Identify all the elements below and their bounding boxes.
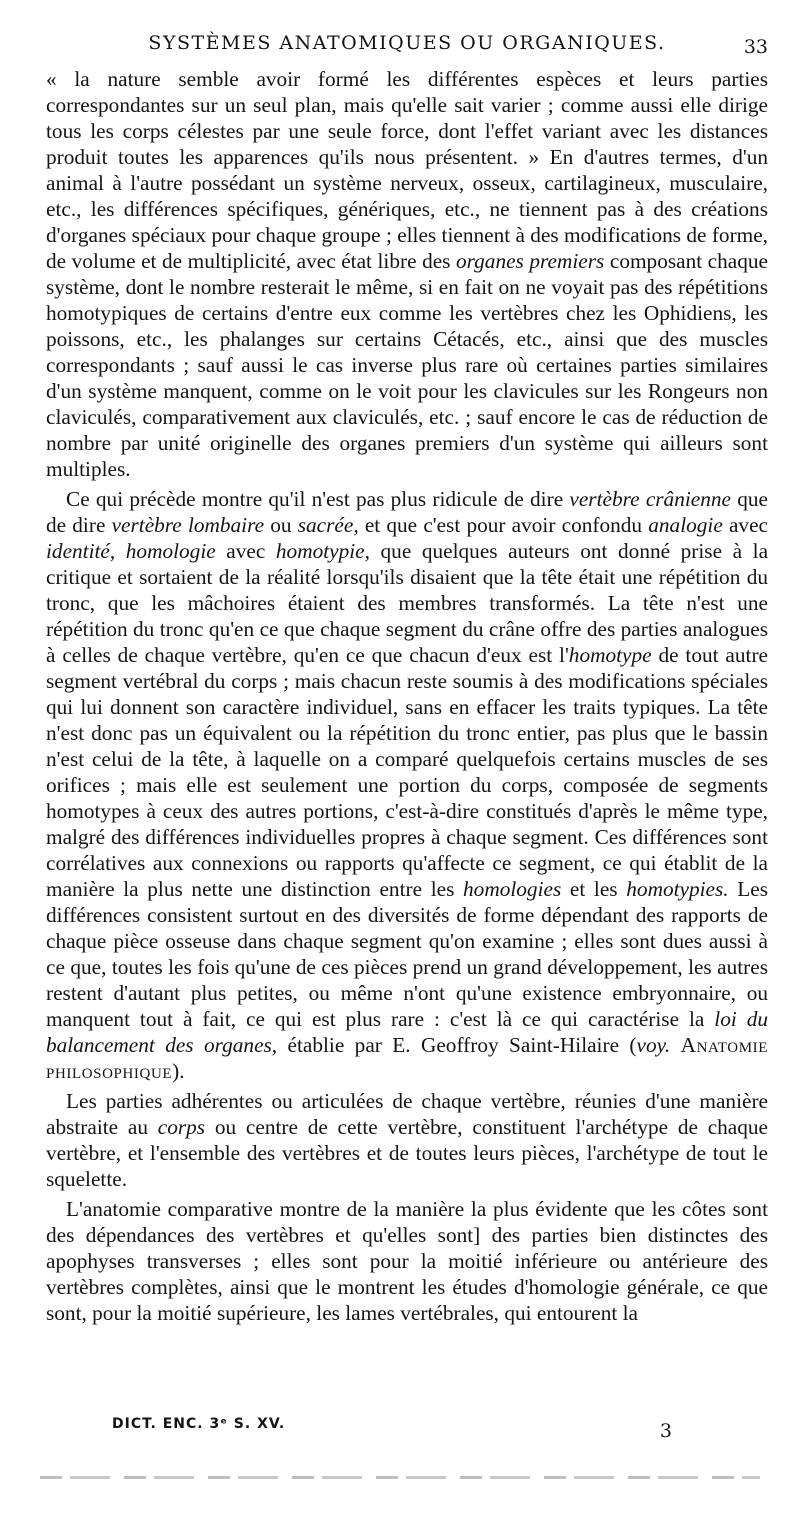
- running-title: SYSTÈMES ANATOMIQUES OU ORGANIQUES.: [148, 32, 666, 54]
- signature-mark: DICT. ENC. 3ᵉ S. XV.: [112, 1416, 286, 1432]
- text-run: établie par E. Geoffroy Saint-Hilaire (: [287, 1033, 637, 1057]
- italic-term: homotype: [568, 643, 652, 667]
- text-run: de tout autre segment vertébral du corps ; mais chacun reste soumis à des modifications spéciales qui lui donnent son caractère individuel, sans en effacer les traits typiques. La tête n'est donc pas un équivalent ou la répétition du tronc entier, pas plus que le bassin n'est celui de la tête, à laquelle on a comparé quelquefois certains muscles de ses orifices ; mais elle est seulement une portion du corps, composée de segments homotypes à ceux des autres portions, c'est-à-dire constitués d'après le même type, malgré des différences individuelles propres à chaque segment. Ces différences sont corrélatives aux connexions ou rapports qu'affecte ce segment, ce qui établit de la manière la plus nette une distinction entre les: [46, 643, 768, 901]
- text-run: « la nature semble avoir formé les différentes espèces et leurs parties correspondantes sur un seul plan, mais qu'elle sait varier ; comme aussi elle dirige tous les corps célestes par une seule force, dont l'effet variant avec les distances produit toutes les apparences qu'ils nous présentent. » En d'autres termes, d'un animal à l'autre possédant un système nerveux, osseux, cartilagineux, musculaire, etc., les différences spécifiques, génériques, etc., ne tiennent pas à des créations d'organes spéciaux pour chaque groupe ; elles tiennent à des modifications de forme, de volume et de multiplicité, avec état libre des: [46, 67, 768, 273]
- sheet-number: 3: [659, 1420, 672, 1442]
- text-run: avec: [226, 539, 266, 563]
- text-run: Les différences consistent surtout en des diversités de forme dépendant des rapports de chaque pièce osseuse dans chaque segment qu'on examine ; elles sont dues aussi à ce que, toutes les fois qu'une de ces pièces prend un grand développement, les autres restent d'autant plus petites, ou même n'ont qu'une existence embryonnaire, ou manquent tout à fait, ce qui est plus rare : c'est là ce qui caractérise la: [46, 877, 769, 1031]
- text-run: et que c'est pour avoir confondu: [364, 513, 643, 537]
- text-run: et les: [569, 877, 618, 901]
- text-run: ou: [270, 513, 292, 537]
- small-caps-reference: Anatomie philosophique: [46, 1033, 768, 1083]
- italic-term: homotypie,: [275, 539, 370, 563]
- page-number: 33: [743, 36, 768, 58]
- text-run: ).: [172, 1059, 185, 1083]
- italic-term: analogie: [648, 513, 723, 537]
- italic-term: homotypies.: [626, 877, 729, 901]
- text-run: Ce qui précède montre qu'il n'est pas plus ridicule de dire: [66, 487, 564, 511]
- italic-term: homologies: [463, 877, 562, 901]
- page-footer: [112, 1416, 672, 1442]
- text-run: avec: [728, 513, 768, 537]
- italic-term: identité, homologie: [46, 539, 216, 563]
- bleed-through-line: [40, 1476, 760, 1479]
- italic-term: corps: [157, 1115, 206, 1139]
- page-header: [46, 30, 768, 66]
- paragraph-1: [46, 66, 768, 482]
- text-run: composant chaque système, dont le nombre resterait le même, si en fait on ne voyait pas des répétitions homotypiques de certains d'entre eux comme les vertèbres chez les Ophidiens, les poissons, etc., les phalanges sur certains Cétacés, etc., ainsi que des muscles correspondants ; sauf aussi le cas inverse plus rare où certaines parties similaires d'un système manquent, comme on le voit pour les clavicules sur les Rongeurs non claviculés, comparativement aux claviculés, etc. ; sauf encore le cas de réduction de nombre par unité originelle des organes premiers d'un système qui ailleurs sont multiples.: [46, 249, 768, 481]
- text-run: Les parties adhérentes ou articulées de chaque vertèbre, réunies d'une manière abstraite au: [46, 1089, 768, 1139]
- text-run: que quelques auteurs ont donné prise à la critique et sortaient de la réalité lorsqu'ils disaient que la tête était une répétition du tronc, que les mâchoires étaient des membres transformés. La tête n'est une répétition du tronc qu'en ce que chaque segment du crâne offre des parties analogues à celles de chaque vertèbre, qu'en ce que chacun d'eux est l': [46, 539, 769, 667]
- italic-term: vertèbre lombaire: [111, 513, 265, 537]
- body-text: [46, 66, 768, 1326]
- italic-term: vertèbre crânienne: [569, 487, 731, 511]
- paragraph-4: [46, 1196, 768, 1326]
- text-run: ou centre de cette vertèbre, constituent l'archétype de chaque vertèbre, et l'ensemble des vertèbres et de toutes leurs pièces, l'archétype de tout le squelette.: [46, 1115, 769, 1191]
- text-run: que de dire: [46, 487, 768, 537]
- paragraph-3: [46, 1088, 768, 1192]
- italic-term: loi du balancement des organes,: [46, 1007, 768, 1057]
- italic-term: organes premiers: [456, 249, 605, 273]
- italic-term: voy.: [636, 1033, 671, 1057]
- text-run: L'anatomie comparative montre de la manière la plus évidente que les côtes sont des dépendances des vertèbres et qu'elles sont] des parties bien distinctes des apophyses transverses ; elles sont pour la moitié inférieure ou antérieure des vertèbres complètes, ainsi que le montrent les études d'homologie générale, ce que sont, pour la moitié supérieure, les lames vertébrales, qui entourent la: [46, 1197, 768, 1325]
- italic-term: sacrée,: [297, 513, 359, 537]
- paragraph-2: [46, 486, 768, 1084]
